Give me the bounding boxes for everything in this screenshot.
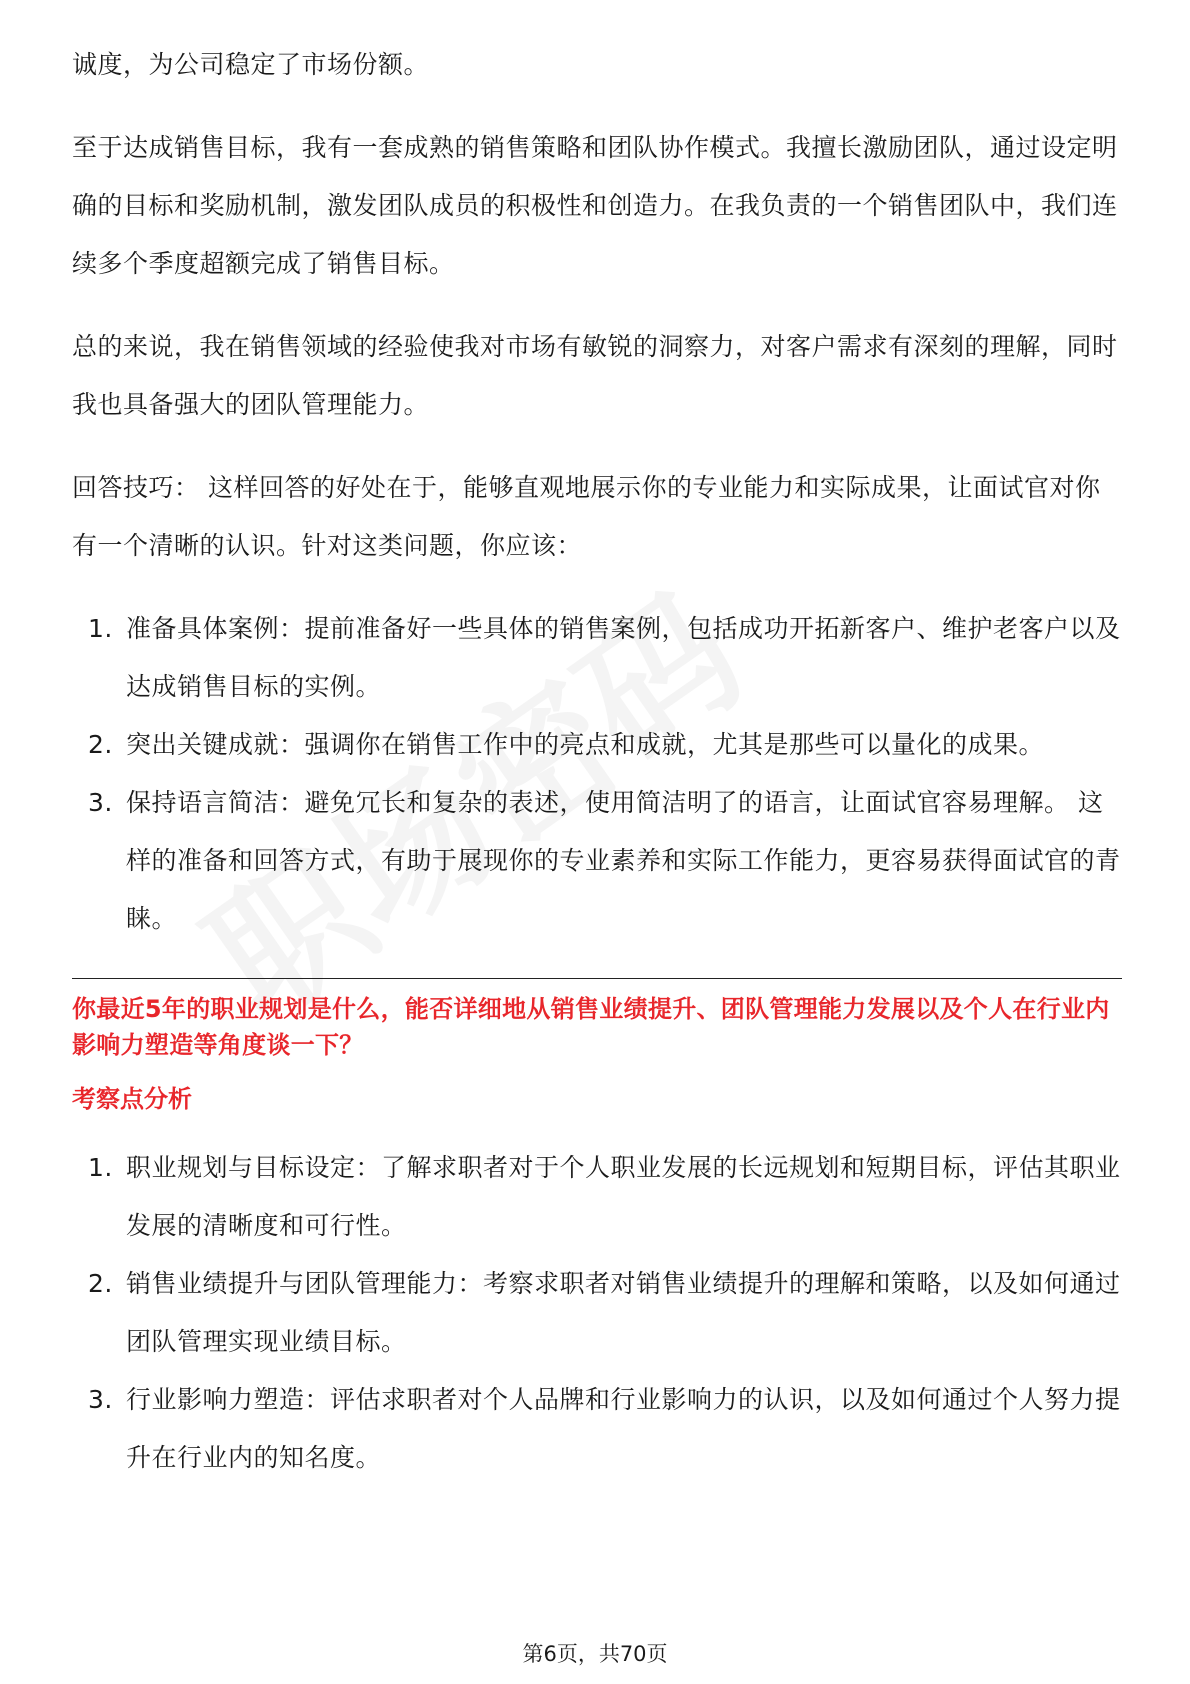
list-item-text: 行业影响力塑造：评估求职者对个人品牌和行业影响力的认识，以及如何通过个人努力提升在行业内的知名度。 xyxy=(126,1385,1121,1472)
list-item xyxy=(72,600,1122,716)
list-number: 3. xyxy=(88,788,113,817)
list-number: 1. xyxy=(88,614,113,643)
paragraph-sales-goals: 至于达成销售目标，我有一套成熟的销售策略和团队协作模式。我擅长激励团队，通过设定明确的目标和奖励机制，激发团队成员的积极性和创造力。在我负责的一个销售团队中，我们连续多个季度超额完成了销售目标。 xyxy=(72,133,1118,278)
list-item xyxy=(72,1371,1122,1487)
list-item xyxy=(72,1255,1122,1371)
list-item-text: 突出关键成就：强调你在销售工作中的亮点和成就，尤其是那些可以量化的成果。 xyxy=(126,730,1045,759)
list-number: 2. xyxy=(88,730,113,759)
list-item xyxy=(72,1139,1122,1255)
analysis-list xyxy=(72,1139,1122,1487)
list-item-text: 保持语言简洁：避免冗长和复杂的表述，使用简洁明了的语言，让面试官容易理解。 这样的准备和回答方式，有助于展现你的专业素养和实际工作能力，更容易获得面试官的青睐。 xyxy=(126,788,1121,933)
page-number: 第6页，共70页 xyxy=(522,1642,668,1666)
paragraph-answer-tips: 回答技巧： 这样回答的好处在于，能够直观地展示你的专业能力和实际成果，让面试官对你有一个清晰的认识。针对这类问题，你应该： xyxy=(72,473,1101,560)
list-item xyxy=(72,716,1122,774)
tips-list xyxy=(72,600,1122,948)
continuation-paragraph: 诚度，为公司稳定了市场份额。 xyxy=(72,50,430,79)
list-number: 3. xyxy=(88,1385,113,1414)
analysis-heading: 考察点分析 xyxy=(72,1085,192,1113)
list-number: 2. xyxy=(88,1269,113,1298)
interview-question: 你最近5年的职业规划是什么，能否详细地从销售业绩提升、团队管理能力发展以及个人在行业内影响力塑造等角度谈一下？ xyxy=(72,995,1110,1059)
paragraph-summary: 总的来说，我在销售领域的经验使我对市场有敏锐的洞察力，对客户需求有深刻的理解，同时我也具备强大的团队管理能力。 xyxy=(72,332,1118,419)
list-item xyxy=(72,774,1122,948)
page-content xyxy=(72,50,1122,1487)
list-item-text: 销售业绩提升与团队管理能力：考察求职者对销售业绩提升的理解和策略，以及如何通过团队管理实现业绩目标。 xyxy=(126,1269,1121,1356)
list-number: 1. xyxy=(88,1153,113,1182)
list-item-text: 职业规划与目标设定：了解求职者对于个人职业发展的长远规划和短期目标，评估其职业发展的清晰度和可行性。 xyxy=(126,1153,1121,1240)
list-item-text: 准备具体案例：提前准备好一些具体的销售案例，包括成功开拓新客户、维护老客户以及达成销售目标的实例。 xyxy=(126,614,1121,701)
